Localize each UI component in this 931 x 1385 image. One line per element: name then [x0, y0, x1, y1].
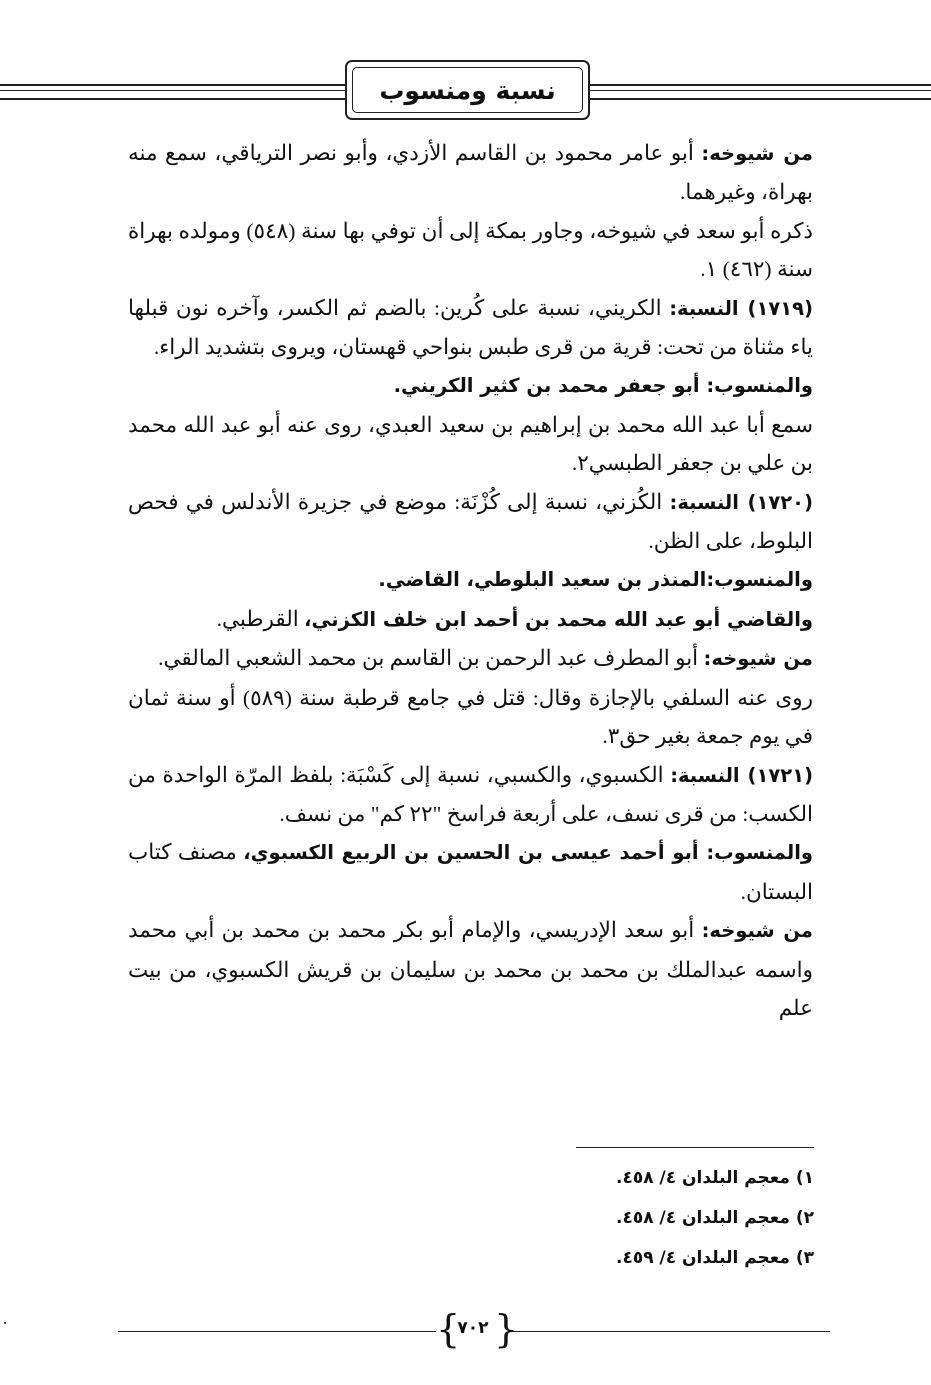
- paragraph: [128, 212, 813, 289]
- paragraph: [128, 483, 813, 561]
- main-text: [128, 134, 813, 1027]
- paragraph: [128, 679, 813, 756]
- paragraph-text: روى عنه السلفي بالإجازة وقال: قتل في جامع قرطبة سنة (٥٨٩) أو سنة ثمان في يوم جمعة بغير حق٣.: [128, 685, 813, 749]
- footnote: ٢) معجم البلدان ٤/ ٤٥٨.: [615, 1208, 814, 1228]
- footnote: ٣) معجم البلدان ٤/ ٤٥٩.: [615, 1248, 814, 1268]
- paragraph-text: ذكره أبو سعد في شيوخه، وجاور بمكة إلى أن توفي بها سنة (٥٤٨) ومولده بهراة سنة (٤٦٢) ١.: [128, 218, 814, 282]
- paragraph-text: أبو المطرف عبد الرحمن بن القاسم بن محمد الشعبي المالقي.: [158, 646, 704, 671]
- paragraph-text: الكسبوي، والكسبي، نسبة إلى كَسْبَة: بلفظ المرّة الواحدة من الكسب: من قرى نسف، على أربعة فراسخ "٢٢ كم" من نسف.: [128, 762, 813, 826]
- footnote-separator: [576, 1147, 814, 1148]
- header-rule-left: [0, 84, 345, 86]
- paragraph-text: مصنف كتاب البستان.: [128, 840, 813, 904]
- paragraph: [128, 756, 813, 834]
- paragraph-text: الكُزني، نسبة إلى كُزْنَة: موضع في جزيرة الأندلس في فحص البلوط، على الظن.: [128, 489, 813, 554]
- header-rule-right: [590, 90, 931, 91]
- page-number-rule-right: [512, 1331, 830, 1332]
- paragraph: [128, 911, 813, 1027]
- paragraph: [128, 639, 813, 678]
- paragraph: [128, 833, 813, 911]
- running-header-title: نسبة ومنسوب: [379, 75, 556, 105]
- header-rule-right: [590, 98, 931, 100]
- paragraph-label: (١٧١٩) النسبة:: [669, 296, 813, 320]
- header-rule-left: [0, 90, 345, 91]
- paragraph-text: الكريني، نسبة على كُرين: بالضم ثم الكسر، وآخره نون قبلها ياء مثناة من تحت: قرية من قرى طبس بنواحي قهستان، ويروى بتشديد الراء.: [128, 295, 813, 360]
- paragraph-label: من شيوخه:: [703, 647, 813, 671]
- header-rule-right: [590, 84, 931, 86]
- paragraph: [128, 600, 813, 639]
- paragraph: [128, 366, 813, 405]
- paragraph-label: من شيوخه:: [701, 142, 813, 165]
- paragraph-label: والقاضي أبو عبد الله محمد بن أحمد ابن خلف الكزني،: [304, 607, 813, 631]
- footnote: ١) معجم البلدان ٤/ ٤٥٨.: [615, 1168, 814, 1188]
- paragraph-text: أبو سعد الإدريسي، والإمام أبو بكر محمد بن محمد بن أبي محمد واسمه عبدالملك بن محمد بن محمد بن سليمان بن قريش الكسبوي، من بيت علم: [128, 918, 813, 1020]
- paragraph-text: أبو عامر محمود بن القاسم الأزدي، وأبو نصر الترياقي، سمع منه بهراة، وغيرهما.: [128, 141, 813, 205]
- paragraph-label: والمنسوب: أبو أحمد عيسى بن الحسين بن الربيع الكسبوي،: [243, 841, 814, 865]
- paragraph-text: سمع أبا عبد الله محمد بن إبراهيم بن سعيد العبدي، روى عنه أبو عبد الله محمد بن علي بن جعفر الطبسي٢.: [128, 412, 813, 476]
- scan-speck: [4, 1322, 6, 1324]
- page-number-rule-left: [118, 1331, 436, 1332]
- paragraph: [128, 560, 813, 599]
- paragraph-label: (١٧٢٠) النسبة:: [669, 490, 813, 514]
- paragraph-label: والمنسوب: أبو جعفر محمد بن كثير الكريني.: [393, 374, 813, 398]
- paragraph-text: القرطبي.: [216, 606, 305, 631]
- page-number: ٧٠٢: [457, 1318, 489, 1338]
- paragraph: [128, 289, 813, 367]
- footnotes: [400, 1158, 814, 1278]
- paragraph: [128, 406, 813, 483]
- running-header: [345, 60, 590, 120]
- page-number-brace-open: {: [436, 1307, 461, 1351]
- page-number-brace-close: }: [494, 1307, 519, 1351]
- header-rule-left: [0, 98, 345, 100]
- paragraph-label: (١٧٢١) النسبة:: [670, 763, 814, 787]
- paragraph-label: من شيوخه:: [701, 919, 813, 943]
- paragraph-label: والمنسوب:المنذر بن سعيد البلوطي، القاضي.: [378, 568, 813, 592]
- running-header-frame: [352, 67, 583, 113]
- paragraph: [128, 134, 813, 212]
